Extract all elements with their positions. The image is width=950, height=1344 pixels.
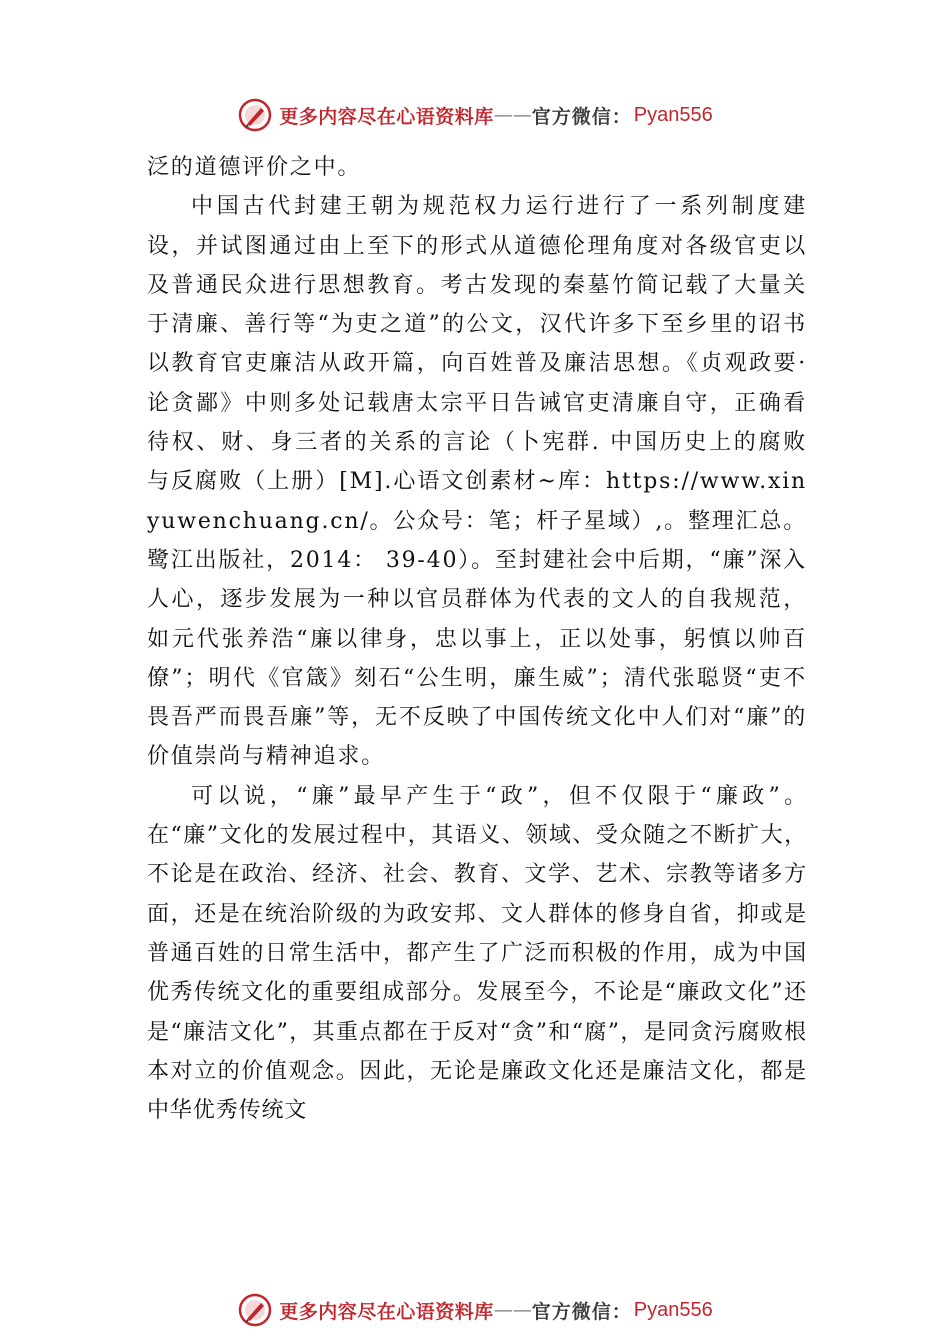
banner-wechat-id: Pyan556 xyxy=(633,1298,713,1321)
banner-wechat-label: 官方微信： xyxy=(531,105,632,128)
pen-circle-logo-icon xyxy=(237,1292,273,1328)
banner-dash: —— xyxy=(493,104,532,126)
pen-circle-logo-icon xyxy=(237,97,273,133)
header-banner xyxy=(0,93,950,137)
paragraph-3: 可以说，“廉”最早产生于“政”，但不仅限于“廉政”。在“廉”文化的发展过程中，其语义、领域、受众随之不断扩大，不论是在政治、经济、社会、教育、文学、艺术、宗教等诸多方面，还是在统治阶级的为政安邦、文人群体的修身自省，抑或是普通百姓的日常生活中，都产生了广泛而积极的作用，成为中国优秀传统文化的重要组成部分。发展至今，不论是“廉政文化”还是“廉洁文化”，其重点都在于反对“贪”和“腐”，是同贪污腐败根本对立的价值观念。因此，无论是廉政文化还是廉洁文化，都是中华优秀传统文 xyxy=(147,783,807,1124)
banner-main-text: 更多内容尽在心语资料库 xyxy=(279,1300,494,1323)
banner-main-text: 更多内容尽在心语资料库 xyxy=(279,105,494,128)
footer-banner xyxy=(0,1288,950,1332)
paragraph-1: 泛的道德评价之中。 xyxy=(147,155,362,180)
paragraph-2: 中国古代封建王朝为规范权力运行进行了一系列制度建设，并试图通过由上至下的形式从道德伦理角度对各级官吏以及普通民众进行思想教育。考古发现的秦墓竹简记载了大量关于清廉、善行等“为吏之道”的公文，汉代许多下至乡里的诏书以教育官吏廉洁从政开篇，向百姓普及廉洁思想。《贞观政要·论贪鄙》中则多处记载唐太宗平日告诫官吏清廉自守，正确看待权、财、身三者的关系的言论（卜宪群. 中国历史上的腐败与反腐败（上册）[M].心语文创素材~库：https://www.xinyuwenchuang.cn/。公众号：笔；杆子星域）,。整理汇总。鹭江出版社，2014： 39-40）。至封建社会中后期，“廉”深入人心，逐步发展为一种以官员群体为代表的文人的自我规范，如元代张养浩“廉以律身，忠以事上，正以处事，躬慎以帅百僚”；明代《官箴》刻石“公生明，廉生威”；清代张聪贤“吏不畏吾严而畏吾廉”等，无不反映了中国传统文化中人们对“廉”的价值崇尚与精神追求。 xyxy=(147,194,807,770)
banner-wechat-label: 官方微信： xyxy=(531,1300,632,1323)
banner-dash: —— xyxy=(493,1299,532,1321)
banner-wechat-id: Pyan556 xyxy=(633,103,713,126)
document-body xyxy=(147,148,807,1130)
